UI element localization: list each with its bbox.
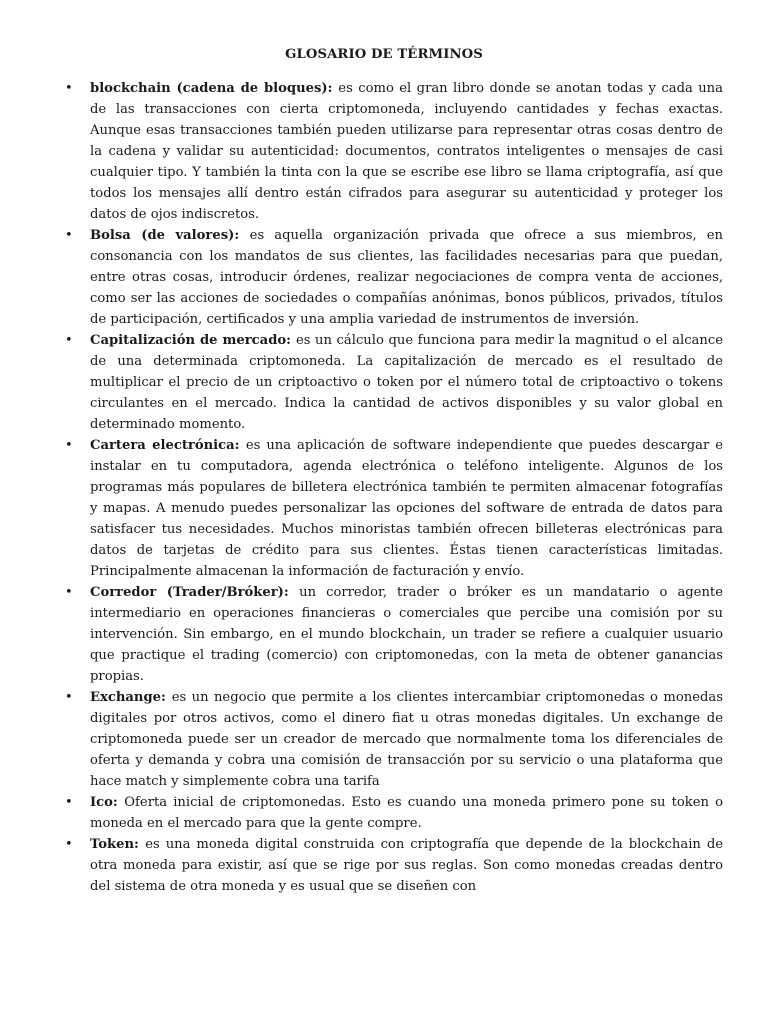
term-definition: es un cálculo que funciona para medir la magnitud o el alcance de una determinada criptomoneda. La capitalización de mercado es el resultado de multiplicar el precio de un criptoactivo o token por el número total de criptoactivo o tokens circulantes en el mercado. Indica la cantidad de activos disponibles y su valor global en determinado momento. <box>90 333 723 432</box>
bullet-icon: • <box>65 438 73 453</box>
term-name: Cartera electrónica: <box>90 438 246 453</box>
term-name: Exchange: <box>90 690 172 705</box>
term-name: Corredor (Trader/Bróker): <box>90 585 300 600</box>
term-name: Bolsa (de valores): <box>90 228 250 243</box>
bullet-icon: • <box>65 333 73 348</box>
bullet-icon: • <box>65 795 73 810</box>
term-definition: Oferta inicial de criptomonedas. Esto es cuando una moneda primero pone su token o moneda en el mercado para que la gente compre. <box>90 795 723 831</box>
term-name: Capitalización de mercado: <box>90 333 296 348</box>
term-name: blockchain (cadena de bloques): <box>90 81 339 96</box>
term-definition: es una aplicación de software independiente que puedes descargar e instalar en tu computadora, agenda electrónica o teléfono inteligente. Algunos de los programas más populares de billetera electrónica también te permiten almacenar fotografías y mapas. A menudo puedes personalizar las opciones del software de entrada de datos para satisfacer tus necesidades. Muchos minoristas también ofrecen billeteras electrónicas para datos de tarjetas de crédito para sus clientes. Éstas tienen características limitadas. Principalmente almacenan la información de facturación y envío. <box>90 438 723 579</box>
glossary-item-exchange <box>65 687 723 792</box>
glossary-item-ico <box>65 792 723 834</box>
page-title: GLOSARIO DE TÉRMINOS <box>285 47 483 62</box>
term-definition: es como el gran libro donde se anotan todas y cada una de las transacciones con cierta criptomoneda, incluyendo cantidades y fechas exactas. Aunque esas transacciones también pueden utilizarse para representar otras cosas dentro de la cadena y validar su autenticidad: documentos, contratos inteligentes o mensajes de casi cualquier tipo. Y también la tinta con la que se escribe ese libro se llama criptografía, así que todos los mensajes allí dentro están cifrados para asegurar su autenticidad y proteger los datos de ojos indiscretos. <box>90 81 723 222</box>
bullet-icon: • <box>65 690 73 705</box>
term-definition: un corredor, trader o bróker es un mandatario o agente intermediario en operaciones financieras o comerciales que percibe una comisión por su intervención. Sin embargo, en el mundo blockchain, un trader se refiere a cualquier usuario que practique el trading (comercio) con criptomonedas, con la meta de obtener ganancias propias. <box>90 585 723 684</box>
term-definition: es un negocio que permite a los clientes intercambiar criptomonedas o monedas digitales por otros activos, como el dinero fiat u otras monedas digitales. Un exchange de criptomoneda puede ser un creador de mercado que normalmente toma los diferenciales de oferta y demanda y cobra una comisión de transacción por su servicio o una plataforma que hace match y simplemente cobra una tarifa <box>90 690 723 789</box>
bullet-icon: • <box>65 585 73 600</box>
term-definition: es una moneda digital construida con criptografía que depende de la blockchain de otra moneda para existir, así que se rige por sus reglas. Son como monedas creadas dentro del sistema de otra moneda y es usual que se diseñen con <box>90 837 724 894</box>
term-name: Token: <box>90 837 146 852</box>
glossary-item-token <box>65 834 724 897</box>
bullet-icon: • <box>65 228 73 243</box>
term-definition: es aquella organización privada que ofrece a sus miembros, en consonancia con los mandatos de sus clientes, las facilidades necesarias para que puedan, entre otras cosas, introducir órdenes, realizar negociaciones de compra venta de acciones, como ser las acciones de sociedades o compañías anónimas, bonos públicos, privados, títulos de participación, certificados y una amplia variedad de instrumentos de inversión. <box>90 228 723 327</box>
term-name: Ico: <box>90 795 125 810</box>
glossary-item-bolsa <box>65 225 723 330</box>
bullet-icon: • <box>65 81 73 96</box>
glossary-item-capitalizacion <box>65 330 723 435</box>
glossary-item-blockchain <box>65 78 723 225</box>
glossary-item-cartera <box>65 435 723 582</box>
glossary-item-corredor <box>65 582 723 687</box>
glossary-list <box>65 78 724 897</box>
bullet-icon: • <box>65 837 73 852</box>
